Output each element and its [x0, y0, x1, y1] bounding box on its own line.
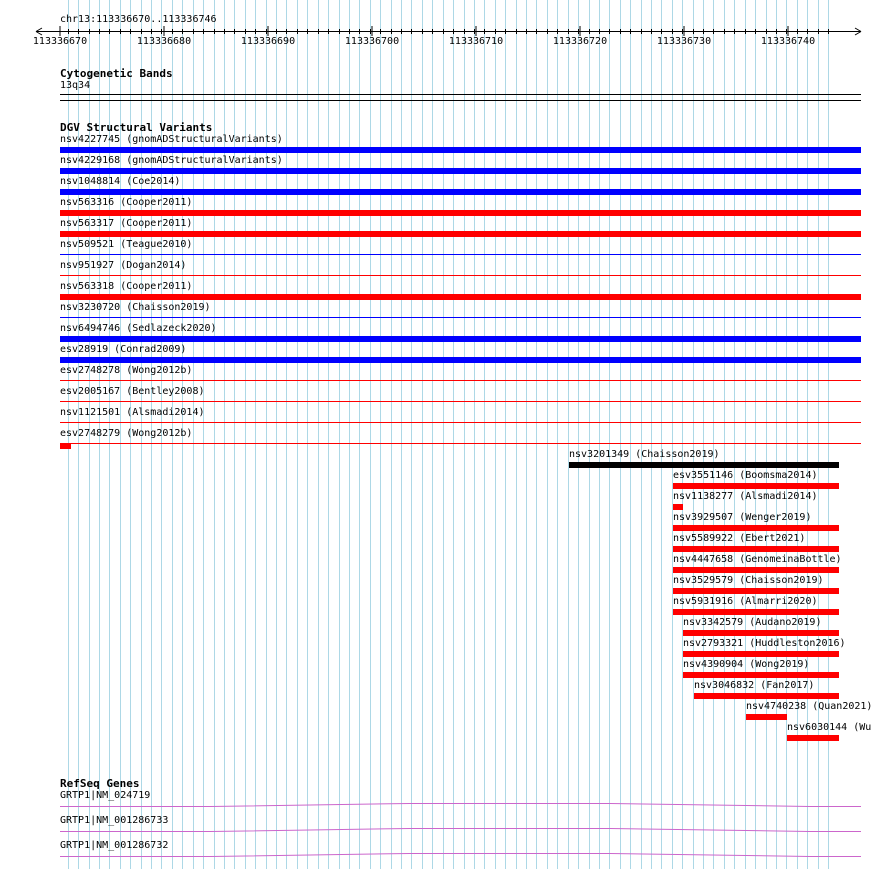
gene-model[interactable]	[60, 852, 861, 858]
variant-bar[interactable]	[60, 380, 861, 381]
variant-bar[interactable]	[673, 588, 839, 594]
variant-label[interactable]: nsv563317 (Cooper2011)	[60, 218, 193, 229]
variant-label[interactable]: nsv5589922 (Ebert2021)	[673, 533, 806, 544]
ruler-tick-label: 113336670	[32, 36, 88, 47]
variant-bar[interactable]	[60, 443, 861, 444]
gene-line	[60, 854, 861, 857]
variant-bar[interactable]	[60, 168, 861, 174]
variant-bar[interactable]	[673, 525, 839, 531]
gene-label[interactable]: GRTP1|NM_001286732	[60, 840, 169, 851]
ruler-tick-label: 113336730	[656, 36, 712, 47]
variant-bar[interactable]	[683, 630, 839, 636]
gene-model[interactable]	[60, 802, 861, 808]
variant-bar[interactable]	[60, 357, 861, 363]
ruler-tick-label: 113336720	[552, 36, 608, 47]
variant-label[interactable]: nsv3342579 (Audano2019)	[683, 617, 822, 628]
variant-bar[interactable]	[746, 714, 787, 720]
variant-label[interactable]: nsv2793321 (Huddleston2016)	[683, 638, 846, 649]
variant-label[interactable]: nsv1138277 (Alsmadi2014)	[673, 491, 818, 502]
variant-bar[interactable]	[60, 147, 861, 153]
variant-label[interactable]: nsv4229168 (gnomADStructuralVariants)	[60, 155, 283, 166]
ruler-tick-label: 113336680	[136, 36, 192, 47]
variant-bar[interactable]	[787, 735, 839, 741]
ruler-left-arrow	[36, 28, 42, 32]
gene-line	[60, 829, 861, 832]
variant-label[interactable]: nsv563318 (Cooper2011)	[60, 281, 193, 292]
ruler-right-arrow	[855, 32, 861, 36]
variant-label[interactable]: esv2748279 (Wong2012b)	[60, 428, 193, 439]
refseq-track-title[interactable]: RefSeq Genes	[60, 777, 140, 790]
variant-label[interactable]: nsv1048814 (Coe2014)	[60, 176, 181, 187]
variant-label[interactable]: esv2005167 (Bentley2008)	[60, 386, 205, 397]
gene-model[interactable]	[60, 827, 861, 833]
gene-line	[60, 804, 861, 807]
variant-label[interactable]: nsv3046832 (Fan2017)	[694, 680, 815, 691]
variant-bar[interactable]	[60, 189, 861, 195]
ruler-tick-label: 113336740	[760, 36, 816, 47]
variant-label[interactable]: nsv4390904 (Wong2019)	[683, 659, 810, 670]
variant-bar[interactable]	[673, 567, 839, 573]
position-ruler[interactable]	[0, 24, 890, 64]
variant-bar[interactable]	[60, 210, 861, 216]
variant-label[interactable]: nsv5931916 (Almarri2020)	[673, 596, 818, 607]
ruler-right-arrow	[855, 28, 861, 32]
variant-bar[interactable]	[673, 483, 839, 489]
variant-label[interactable]: nsv3230720 (Chaisson2019)	[60, 302, 211, 313]
variant-label[interactable]: nsv563316 (Cooper2011)	[60, 197, 193, 208]
variant-label[interactable]: esv28919 (Conrad2009)	[60, 344, 187, 355]
variant-label[interactable]: nsv1121501 (Alsmadi2014)	[60, 407, 205, 418]
variant-label[interactable]: nsv3201349 (Chaisson2019)	[569, 449, 720, 460]
variant-label[interactable]: nsv4740238 (Quan2021)	[746, 701, 873, 712]
position-label: chr13:113336670..113336746	[60, 14, 217, 25]
variant-label[interactable]: esv2748278 (Wong2012b)	[60, 365, 193, 376]
ruler-left-arrow	[36, 32, 42, 36]
variant-label[interactable]: esv3551146 (Boomsma2014)	[673, 470, 818, 481]
cytoband-bar[interactable]	[60, 94, 861, 95]
variant-bar[interactable]	[60, 254, 861, 255]
ruler-tick-label: 113336710	[448, 36, 504, 47]
variant-label[interactable]: nsv951927 (Dogan2014)	[60, 260, 187, 271]
variant-bar[interactable]	[683, 651, 839, 657]
variant-label[interactable]: nsv4447658 (GenomeinaBottle)	[673, 554, 842, 565]
variant-label[interactable]: nsv3529579 (Chaisson2019)	[673, 575, 824, 586]
track-divider	[60, 100, 861, 101]
variant-bar[interactable]	[673, 609, 839, 615]
variant-label[interactable]: nsv509521 (Teague2010)	[60, 239, 193, 250]
variant-bar[interactable]	[60, 336, 861, 342]
variant-bar[interactable]	[673, 504, 683, 510]
cytoband-track-title[interactable]: Cytogenetic Bands	[60, 67, 173, 80]
gene-label[interactable]: GRTP1|NM_001286733	[60, 815, 169, 826]
variant-bar[interactable]	[673, 546, 839, 552]
cytoband-label: 13q34	[60, 80, 91, 91]
ruler-tick-label: 113336690	[240, 36, 296, 47]
variant-bar[interactable]	[683, 672, 839, 678]
variant-label[interactable]: nsv4227745 (gnomADStructuralVariants)	[60, 134, 283, 145]
ruler-tick-label: 113336700	[344, 36, 400, 47]
variant-bar[interactable]	[60, 422, 861, 423]
variant-label[interactable]: nsv3929507 (Wenger2019)	[673, 512, 812, 523]
dgv-track-title[interactable]: DGV Structural Variants	[60, 121, 213, 134]
variant-label[interactable]: nsv6030144 (Wu	[787, 722, 872, 733]
variant-bar[interactable]	[60, 231, 861, 237]
variant-bar[interactable]	[694, 693, 839, 699]
variant-bar[interactable]	[60, 275, 861, 276]
variant-bar[interactable]	[60, 401, 861, 402]
gene-label[interactable]: GRTP1|NM_024719	[60, 790, 151, 801]
variant-bar[interactable]	[569, 462, 839, 468]
variant-bar[interactable]	[60, 294, 861, 300]
variant-bar[interactable]	[60, 317, 861, 318]
variant-label[interactable]: nsv6494746 (Sedlazeck2020)	[60, 323, 217, 334]
variant-block[interactable]	[60, 443, 71, 449]
